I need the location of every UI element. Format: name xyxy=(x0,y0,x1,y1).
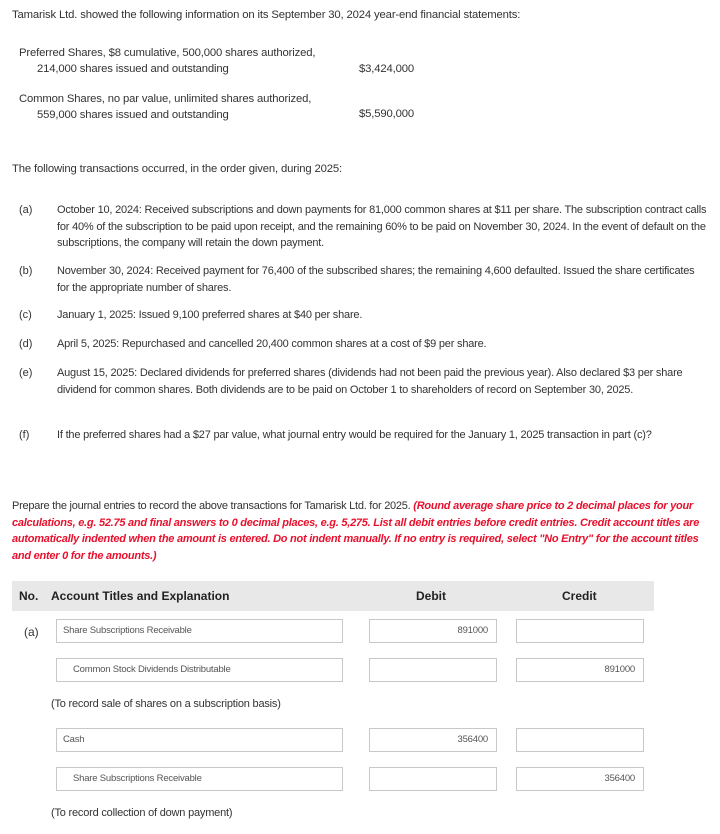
common-shares-label xyxy=(19,91,311,123)
debit-field[interactable]: 891000 xyxy=(369,619,497,643)
credit-field[interactable] xyxy=(516,619,644,643)
preferred-shares-line2: 214,000 shares issued and outstanding xyxy=(37,63,229,75)
transaction-letter-a: (a) xyxy=(19,204,33,216)
instructions-plain: Prepare the journal entries to record the above transactions for Tamarisk Ltd. for 2025. xyxy=(12,500,414,512)
preferred-shares-label xyxy=(19,45,315,77)
common-shares-value: $5,590,000 xyxy=(359,108,415,120)
header-account: Account Titles and Explanation xyxy=(51,589,230,603)
transaction-text-b: November 30, 2024: Received payment for 76,400 of the subscribed shares; the remaining 4,600 defaulted. Issued the share certificates for the appropriate number of shares. xyxy=(57,265,695,294)
preferred-shares-value: $3,424,000 xyxy=(359,63,415,75)
header-debit: Debit xyxy=(416,589,446,603)
account-title-field[interactable]: Common Stock Dividends Distributable xyxy=(56,658,343,682)
common-shares-line2: 559,000 shares issued and outstanding xyxy=(37,109,229,121)
intro-text: Tamarisk Ltd. showed the following information on its September 30, 2024 year-end financial statements: xyxy=(12,9,521,21)
debit-field[interactable]: 356400 xyxy=(369,728,497,752)
transaction-text-c: January 1, 2025: Issued 9,100 preferred shares at $40 per share. xyxy=(57,309,363,321)
transaction-letter-e: (e) xyxy=(19,367,33,379)
instructions xyxy=(12,498,716,564)
debit-field[interactable] xyxy=(369,767,497,791)
common-shares-line1: Common Shares, no par value, unlimited shares authorized, xyxy=(19,93,312,105)
credit-field[interactable]: 891000 xyxy=(516,658,644,682)
transaction-text-d: April 5, 2025: Repurchased and cancelled 20,400 common shares at a cost of $9 per share. xyxy=(57,338,487,350)
transaction-text-a: October 10, 2024: Received subscriptions and down payments for 81,000 common shares at $11 per share. The subscription contract calls for 40% of the subscription to be paid upon receipt, and the remaining 60% to be paid on November 30, 2024. In the event of default on the subscriptions, the company will retain the down payment. xyxy=(57,204,707,249)
transaction-letter-b: (b) xyxy=(19,265,33,277)
entry-explanation: (To record sale of shares on a subscription basis) xyxy=(51,698,281,710)
entry-explanation: (To record collection of down payment) xyxy=(51,807,233,819)
header-credit: Credit xyxy=(562,589,597,603)
transaction-letter-f: (f) xyxy=(19,429,30,441)
preferred-shares-line1: Preferred Shares, $8 cumulative, 500,000 shares authorized, xyxy=(19,47,316,59)
account-title-field[interactable]: Share Subscriptions Receivable xyxy=(56,619,343,643)
account-title-field[interactable]: Share Subscriptions Receivable xyxy=(56,767,343,791)
transaction-letter-c: (c) xyxy=(19,309,32,321)
instructions-emphasis: (Round average share price to 2 decimal places for your calculations, e.g. 52.75 and final answers to 0 decimal places, e.g. 5,275. List all debit entries before credit entries. Credit account titles are automatically indented when the amount is entered. Do not indent manually. If no entry is required, select "No Entry" for the account titles and enter 0 for the amounts.) xyxy=(12,500,700,562)
transaction-text-f: If the preferred shares had a $27 par value, what journal entry would be required for the January 1, 2025 transaction in part (c)? xyxy=(57,429,652,441)
debit-field[interactable] xyxy=(369,658,497,682)
account-title-field[interactable]: Cash xyxy=(56,728,343,752)
credit-field[interactable]: 356400 xyxy=(516,767,644,791)
header-no: No. xyxy=(19,589,39,603)
journal-table-header xyxy=(12,581,654,611)
transaction-letter-d: (d) xyxy=(19,338,33,350)
entry-number: (a) xyxy=(24,625,39,639)
transaction-text-e: August 15, 2025: Declared dividends for preferred shares (dividends had not been paid the previous year). Also declared $3 per share dividend for common shares. Both dividends are to be paid on October 1 to shareholders of record on September 30, 2025. xyxy=(57,367,683,396)
credit-field[interactable] xyxy=(516,728,644,752)
transactions-intro: The following transactions occurred, in the order given, during 2025: xyxy=(12,163,343,175)
